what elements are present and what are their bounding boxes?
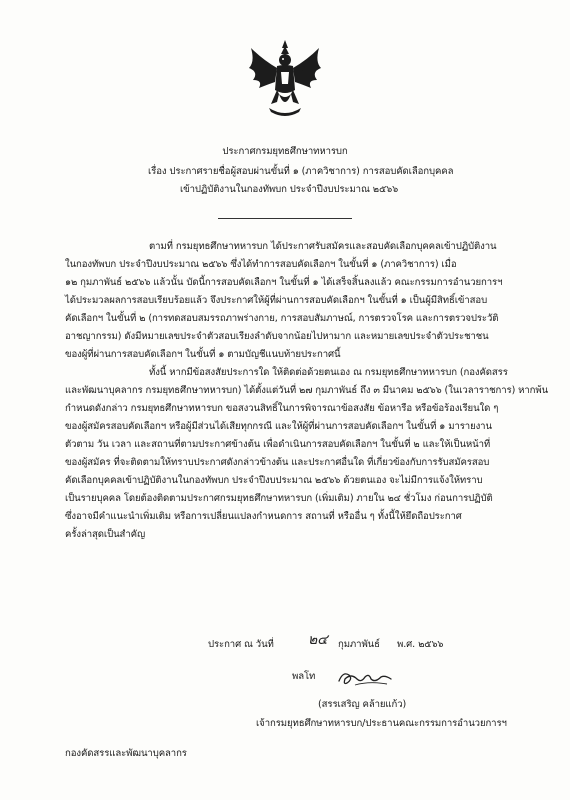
paragraph-line: ของผู้สมัครสอบคัดเลือกฯ หรือผู้มีส่วนได้เสียทุกกรณี และให้ผู้ที่ผ่านการสอบคัดเลือกฯ ในขั้นที่ ๑ มารายงาน [65, 421, 492, 432]
paragraph-line: ในกองทัพบก ประจำปีงบประมาณ ๒๕๖๖ ซึ่งได้ทำการสอบคัดเลือกฯ ในขั้นที่ ๑ (ภาควิชาการ) เมื่อ [65, 259, 457, 270]
date-month: กุมภาพันธ์ [338, 639, 380, 650]
paragraph-line: คัดเลือกฯ ในขั้นที่ ๒ (การทดสอบสมรรถภาพร่างกาย, การสอบสัมภาษณ์, การตรวจโรค และการตรวจประวัติ [65, 313, 499, 324]
issuer-heading: ประกาศกรมยุทธศึกษาทหารบก [222, 146, 348, 157]
header-divider [218, 218, 352, 219]
signer-rank: พลโท [292, 671, 316, 682]
footer-department: กองคัดสรรและพัฒนาบุคลากร [65, 748, 187, 759]
paragraph-line: ๑๒ กุมภาพันธ์ ๒๕๖๖ แล้วนั้น บัดนี้การสอบคัดเลือกฯ ในขั้นที่ ๑ ได้เสร็จสิ้นลงแล้ว คณะกรรมการอำนวยการฯ [65, 277, 503, 288]
paragraph-line: และพัฒนาบุคลากร กรมยุทธศึกษาทหารบก) ได้ตั้งแต่วันที่ ๒๗ กุมภาพันธ์ ถึง ๓ มีนาคม ๒๕๖๖ (ในเวลาราชการ) หากพ้น [65, 385, 549, 396]
date-prefix: ประกาศ ณ วันที่ [208, 639, 274, 650]
paragraph-line: เป็นรายบุคคล โดยต้องติดตามประกาศกรมยุทธศึกษาทหารบก (เพิ่มเติม) ภายใน ๒๔ ชั่วโมง ก่อนการปฏิบัติ [65, 493, 493, 504]
handwritten-signature-icon [335, 667, 395, 689]
date-year: พ.ศ. ๒๕๖๖ [397, 639, 444, 650]
date-day-handwritten: ๒๔ [308, 632, 328, 648]
signer-position: เจ้ากรมยุทธศึกษาทหารบก/ประธานคณะกรรมการอำนวยการฯ [256, 718, 507, 729]
paragraph-line: ทั้งนี้ หากมีข้อสงสัยประการใด ให้ติดต่อด้วยตนเอง ณ กรมยุทธศึกษาทหารบก (กองคัดสรร [149, 367, 508, 378]
paragraph-line: ตัวตาม วัน เวลา และสถานที่ตามประกาศข้างต้น เพื่อดำเนินการสอบคัดเลือกฯ ในขั้นที่ ๒ และให้เป็นหน้าที่ [65, 439, 491, 450]
paragraph-line: คัดเลือกบุคคลเข้าปฏิบัติงานในกองทัพบก ประจำปีงบประมาณ ๒๕๖๖ ด้วยตนเอง จะไม่มีการแจ้งให้ทราบ [65, 475, 483, 486]
paragraph-line: ตามที่ กรมยุทธศึกษาทหารบก ได้ประกาศรับสมัครและสอบคัดเลือกบุคคลเข้าปฏิบัติงาน [149, 241, 497, 252]
paragraph-line: อาชญากรรม) ดังมีหมายเลขประจำตัวสอบเรียงลำดับจากน้อยไปหามาก และหมายเลขประจำตัวประชาชน [65, 331, 489, 342]
paragraph-line: ของผู้ที่ผ่านการสอบคัดเลือกฯ ในขั้นที่ ๑ ตามบัญชีแนบท้ายประกาศนี้ [65, 349, 341, 360]
subject-line-1: เรื่อง ประกาศรายชื่อผู้สอบผ่านขั้นที่ ๑ (ภาควิชาการ) การสอบคัดเลือกบุคคล [148, 166, 454, 177]
signer-name: (สรรเสริญ คล้ายแก้ว) [318, 699, 407, 710]
paragraph-line: ครั้งล่าสุดเป็นสำคัญ [65, 529, 146, 540]
garuda-emblem-icon [245, 38, 325, 120]
paragraph-line: ซึ่งอาจมีคำแนะนำเพิ่มเติม หรือการเปลี่ยนแปลงกำหนดการ สถานที่ หรืออื่น ๆ ทั้งนี้ให้ยึดถือประกาศ [65, 511, 462, 522]
paragraph-line: ได้ประมวลผลการสอบเรียบร้อยแล้ว จึงประกาศให้ผู้ที่ผ่านการสอบคัดเลือกฯ ในขั้นที่ ๑ เป็นผู้มีสิทธิ์เข้าสอบ [65, 295, 488, 306]
paragraph-line: ของผู้สมัคร ที่จะติดตามให้ทราบประกาศดังกล่าวข้างต้น และประกาศอื่นใด ที่เกี่ยวข้องกับการรับสมัครสอบ [65, 457, 490, 468]
subject-line-2: เข้าปฏิบัติงานในกองทัพบก ประจำปีงบประมาณ ๒๕๖๖ [180, 184, 399, 195]
paragraph-line: กำหนดดังกล่าว กรมยุทธศึกษาทหารบก ขอสงวนสิทธิ์ในการพิจารณาข้อสงสัย ข้อหารือ หรือข้อร้องเรียนใด ๆ [65, 403, 499, 414]
